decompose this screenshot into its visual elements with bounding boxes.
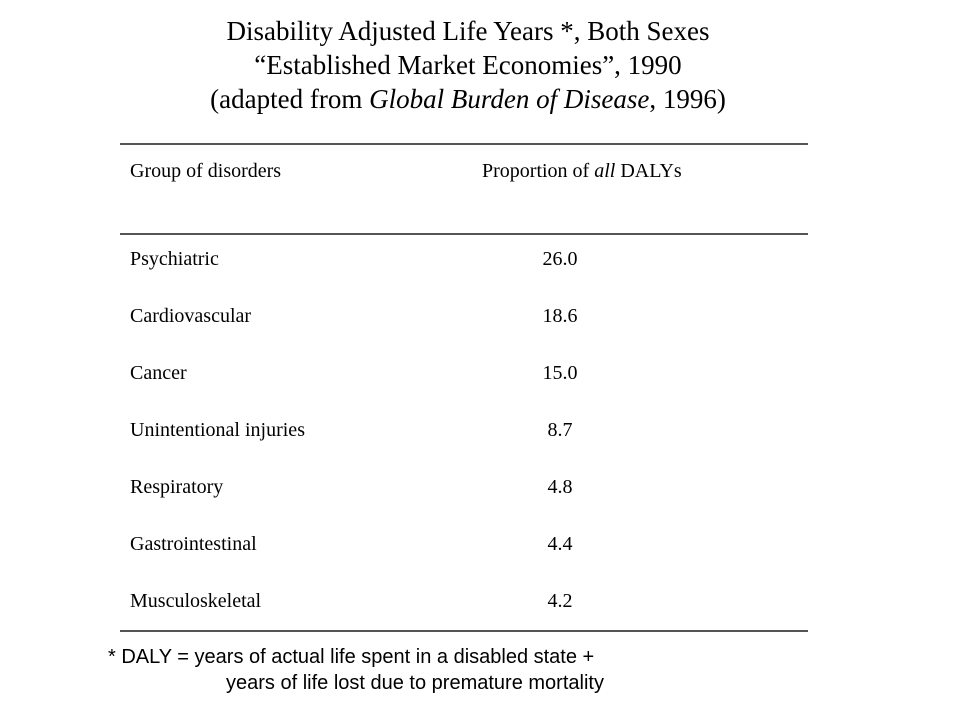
header-proportion-italic: all — [594, 160, 616, 182]
table-row-group: Cancer — [130, 362, 187, 384]
table-row-value: 4.2 — [547, 590, 573, 612]
table-bottom-rule — [120, 630, 808, 632]
table-header-rule — [120, 233, 808, 235]
table-row-value: 4.4 — [547, 533, 573, 555]
footnote — [108, 644, 604, 696]
table-row-value: 8.7 — [547, 419, 573, 441]
title-line-2: “Established Market Economies”, 1990 — [254, 50, 682, 80]
title-line-3-suffix: , 1996) — [649, 84, 726, 114]
header-group-of-disorders: Group of disorders — [130, 160, 282, 182]
title-line-3 — [0, 82, 936, 116]
title-line-1: Disability Adjusted Life Years *, Both Sexes — [226, 16, 710, 46]
daly-table — [120, 143, 808, 632]
table-row-value: 15.0 — [542, 362, 578, 384]
header-proportion-prefix: Proportion of — [482, 160, 595, 182]
table-top-rule — [120, 143, 808, 145]
table-row-value: 26.0 — [542, 248, 578, 270]
table-row-value: 18.6 — [542, 305, 578, 327]
header-proportion — [482, 159, 682, 183]
title-line-3-prefix: (adapted from — [210, 84, 370, 114]
footnote-line-2: years of life lost due to premature mortality — [226, 672, 604, 694]
table-row-group: Unintentional injuries — [130, 419, 305, 441]
title-source-italic: Global Burden of Disease — [369, 84, 650, 114]
header-proportion-suffix: DALYs — [615, 160, 682, 182]
table-row-group: Musculoskeletal — [130, 590, 262, 612]
table-row-group: Cardiovascular — [130, 305, 252, 327]
table-row-group: Psychiatric — [130, 248, 219, 270]
footnote-line-1: * DALY = years of actual life spent in a disabled state + — [108, 646, 595, 668]
table-row-group: Gastrointestinal — [130, 533, 257, 555]
table-row-group: Respiratory — [130, 476, 224, 498]
table-row-value: 4.8 — [547, 476, 573, 498]
slide-title — [0, 14, 936, 116]
